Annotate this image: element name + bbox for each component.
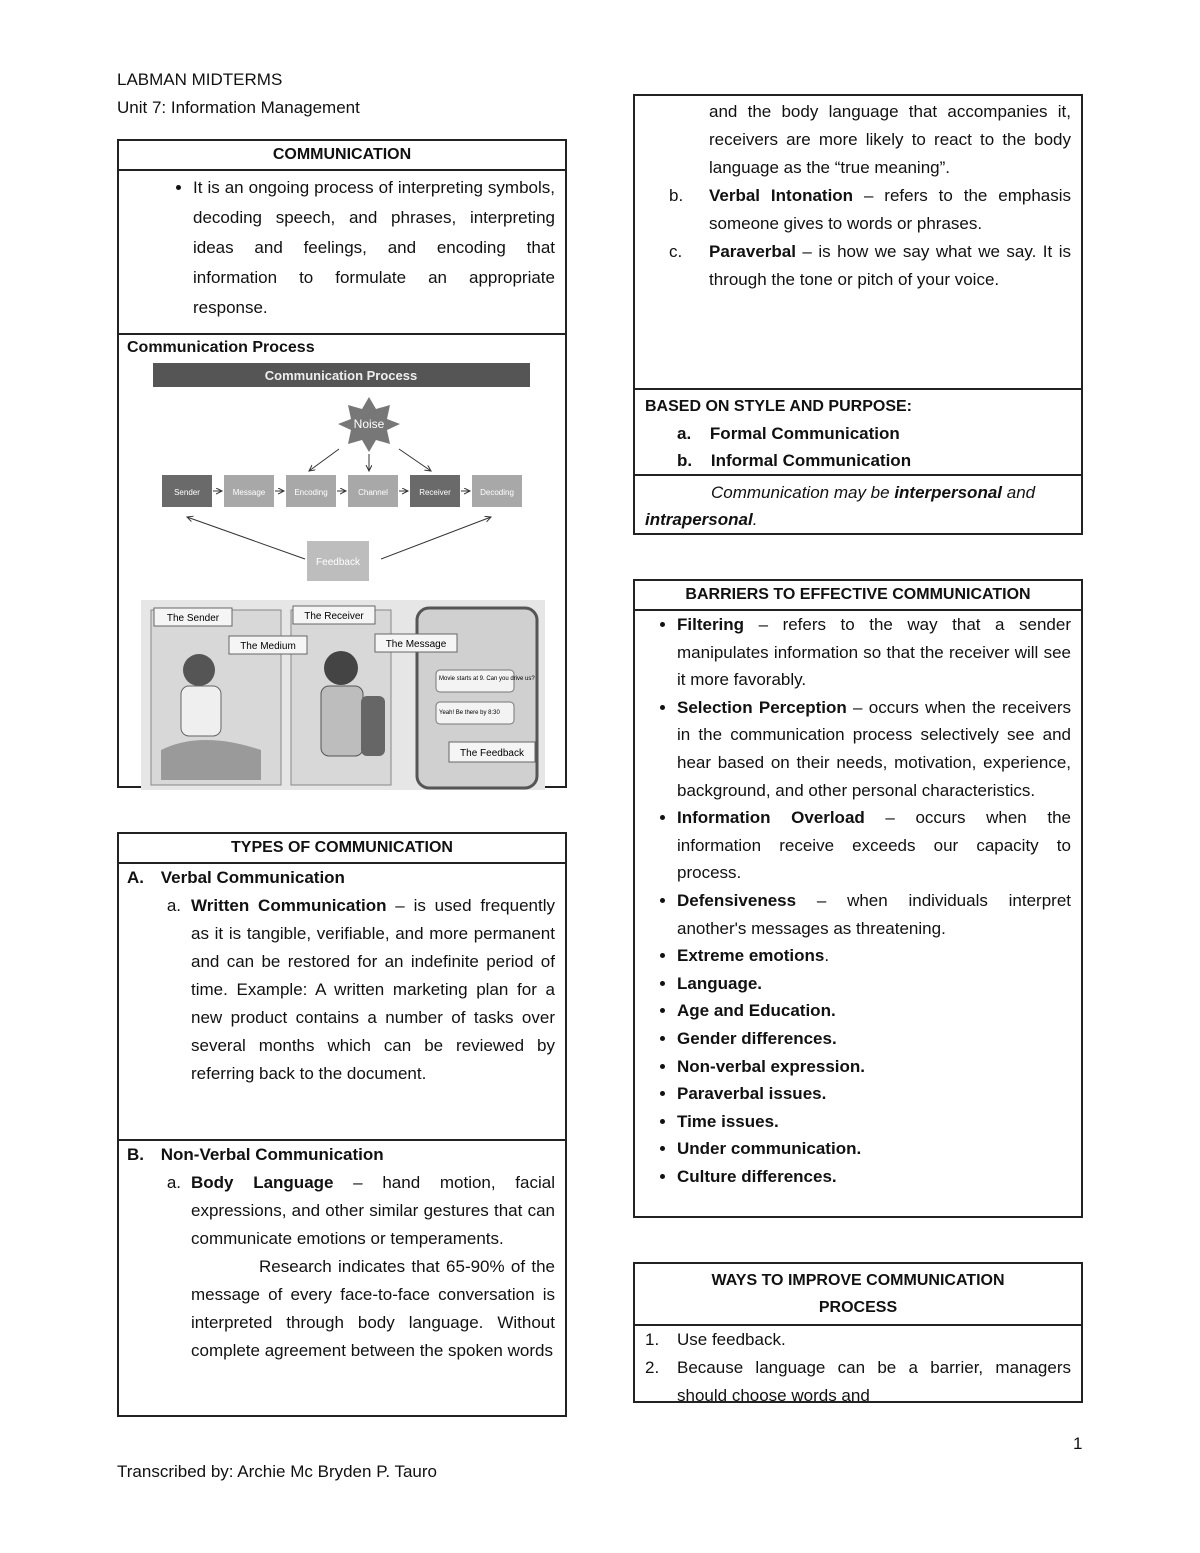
doc-unit: Unit 7: Information Management: [117, 98, 360, 117]
barrier-item: [677, 804, 1071, 887]
types-b-title: Non-Verbal Communication: [160, 1145, 384, 1164]
barrier-item: [677, 887, 1071, 942]
verbal-intonation-term: Verbal Intonation: [709, 186, 854, 205]
verbal-intonation-text: – refers to the emphasis someone gives to words or phrases.: [709, 186, 1072, 233]
types-b-label: B.: [127, 1145, 144, 1164]
barrier-item: [677, 1053, 1071, 1081]
note-mid: and: [1002, 483, 1036, 502]
barrier-term: Culture differences.: [677, 1166, 837, 1186]
barrier-item: [677, 611, 1071, 694]
barrier-item: [677, 1025, 1071, 1053]
barrier-item: [677, 1135, 1071, 1163]
barrier-term: Under communication.: [677, 1139, 862, 1159]
communication-definition: • It is an ongoing process of interpreting symbols, decoding speech, and phrases, interpreting ideas and feelings, and encoding that information to formulate an appropriate response.: [193, 173, 555, 323]
style-a-letter: a.: [677, 424, 692, 443]
barrier-term: Extreme emotions: [677, 946, 825, 966]
barrier-item: [677, 1108, 1071, 1136]
improve-box: [633, 1262, 1083, 1403]
barrier-term: Language.: [677, 973, 763, 993]
barrier-term: Gender differences.: [677, 1028, 837, 1048]
barrier-term: Defensiveness: [677, 890, 797, 910]
feedback-label: Feedback: [316, 557, 360, 568]
barrier-term: Paraverbal issues.: [677, 1084, 827, 1104]
communication-note: [635, 476, 1081, 533]
bubble-two: Yeah! Be there by 8:30: [439, 710, 500, 716]
barrier-item: [677, 970, 1071, 998]
body-language-term: Body Language: [191, 1173, 334, 1192]
diagram-step-label: Encoding: [294, 488, 328, 497]
types-a-item-letter: a.: [166, 896, 181, 915]
barrier-list: [637, 611, 1071, 1190]
paraverbal-term: Paraverbal: [709, 242, 796, 261]
informal-communication: Informal Communication: [710, 451, 912, 470]
paraverbal-letter: c.: [669, 242, 683, 261]
diagram-step-label: Sender: [174, 488, 200, 497]
barriers-title: BARRIERS TO EFFECTIVE COMMUNICATION: [635, 581, 1081, 611]
noise-label: Noise: [353, 417, 385, 431]
communication-box: [117, 139, 567, 788]
barrier-text: – refers to the way that a sender manipulates information so that the receiver will see it more favorably.: [677, 615, 1071, 690]
barrier-item: [677, 942, 1071, 970]
improve-num-1: 1.: [645, 1330, 660, 1349]
transcriber: Transcribed by: Archie Mc Bryden P. Tauro: [117, 1462, 438, 1481]
improve-item-1: Use feedback.: [677, 1330, 786, 1349]
diagram-step-label: Decoding: [480, 488, 514, 497]
barrier-term: Selection Perception: [677, 697, 847, 717]
diagram-step-label: Message: [232, 488, 266, 497]
note-pre: Communication may be: [711, 483, 895, 502]
improve-item-2: Because language can be a barrier, managers should choose words and: [677, 1358, 1071, 1405]
barrier-text: – occurs when the information receive exceeds our capacity to process.: [677, 808, 1071, 883]
style-title: BASED ON STYLE AND PURPOSE:: [645, 398, 912, 415]
improve-num-2: 2.: [645, 1358, 660, 1377]
label-medium: The Medium: [240, 641, 296, 652]
diagram-step-label: Receiver: [419, 488, 451, 497]
note-end: .: [752, 510, 758, 529]
barriers-box: [633, 579, 1083, 1218]
process-label: Communication Process: [127, 339, 315, 356]
doc-course: LABMAN MIDTERMS: [117, 70, 283, 89]
note-intrapersonal: intrapersonal: [645, 510, 753, 529]
diagram-banner-label: Communication Process: [264, 368, 418, 383]
types-a-label: A.: [127, 868, 144, 887]
barrier-text: – occurs when the receivers in the communication process selectively see and hear based on their needs, motivation, experience, background, and other personal characteristics.: [677, 697, 1071, 800]
body-language-research: Research indicates that 65-90% of the message of every face-to-face conversation is interpreted through body language. Without complete agreement between the spoken words: [191, 1257, 555, 1360]
paraverbal-text: – is how we say what we say. It is through the tone or pitch of your voice.: [709, 242, 1071, 289]
types-a-title: Verbal Communication: [160, 868, 345, 887]
barrier-text: .: [824, 946, 830, 966]
barrier-item: [677, 997, 1071, 1025]
communication-title: COMMUNICATION: [119, 141, 565, 171]
continued-box: [633, 94, 1083, 535]
style-b-letter: b.: [677, 451, 693, 470]
body-language-text: – hand motion, facial expressions, and other similar gestures that can communicate emotions or temperaments.: [191, 1173, 555, 1248]
label-message: The Message: [385, 639, 447, 650]
barrier-term: Age and Education.: [677, 1001, 836, 1021]
continued-text: and the body language that accompanies it, receivers are more likely to react to the body language as the “true meaning”.: [709, 102, 1071, 177]
barrier-item: [677, 1080, 1071, 1108]
barrier-term: Non-verbal expression.: [677, 1056, 866, 1076]
written-communication-text: – is used frequently as it is tangible, verifiable, and more permanent and can be restored for an indefinite period of time. Example: A written marketing plan for a new product contains a number of tasks over several months which can be reviewed by referring back to the document.: [191, 896, 555, 1083]
formal-communication: Formal Communication: [709, 424, 900, 443]
communication-illustration: [141, 600, 545, 790]
label-sender: The Sender: [166, 613, 220, 624]
page-number: 1: [1073, 1434, 1083, 1453]
barrier-item: [677, 1163, 1071, 1191]
diagram-step-label: Channel: [358, 488, 388, 497]
barrier-term: Filtering: [677, 615, 745, 634]
label-receiver: The Receiver: [304, 611, 364, 622]
barrier-text: – when individuals interpret another's messages as threatening.: [677, 890, 1071, 938]
note-interpersonal: interpersonal: [894, 483, 1003, 502]
improve-title: WAYS TO IMPROVE COMMUNICATION PROCESS: [635, 1264, 1081, 1326]
barrier-term: Information Overload: [677, 808, 865, 828]
barrier-item: [677, 694, 1071, 804]
barrier-term: Time issues.: [677, 1111, 779, 1131]
types-b-item-letter: a.: [166, 1173, 181, 1192]
written-communication-term: Written Communication: [191, 896, 387, 915]
bubble-one: Movie starts at 9. Can you drive us?: [439, 676, 535, 682]
types-box: [117, 832, 567, 1417]
intonation-letter: b.: [669, 186, 684, 205]
label-feedback: The Feedback: [460, 748, 524, 759]
types-title: TYPES OF COMMUNICATION: [119, 834, 565, 864]
communication-process-diagram: [119, 359, 565, 589]
